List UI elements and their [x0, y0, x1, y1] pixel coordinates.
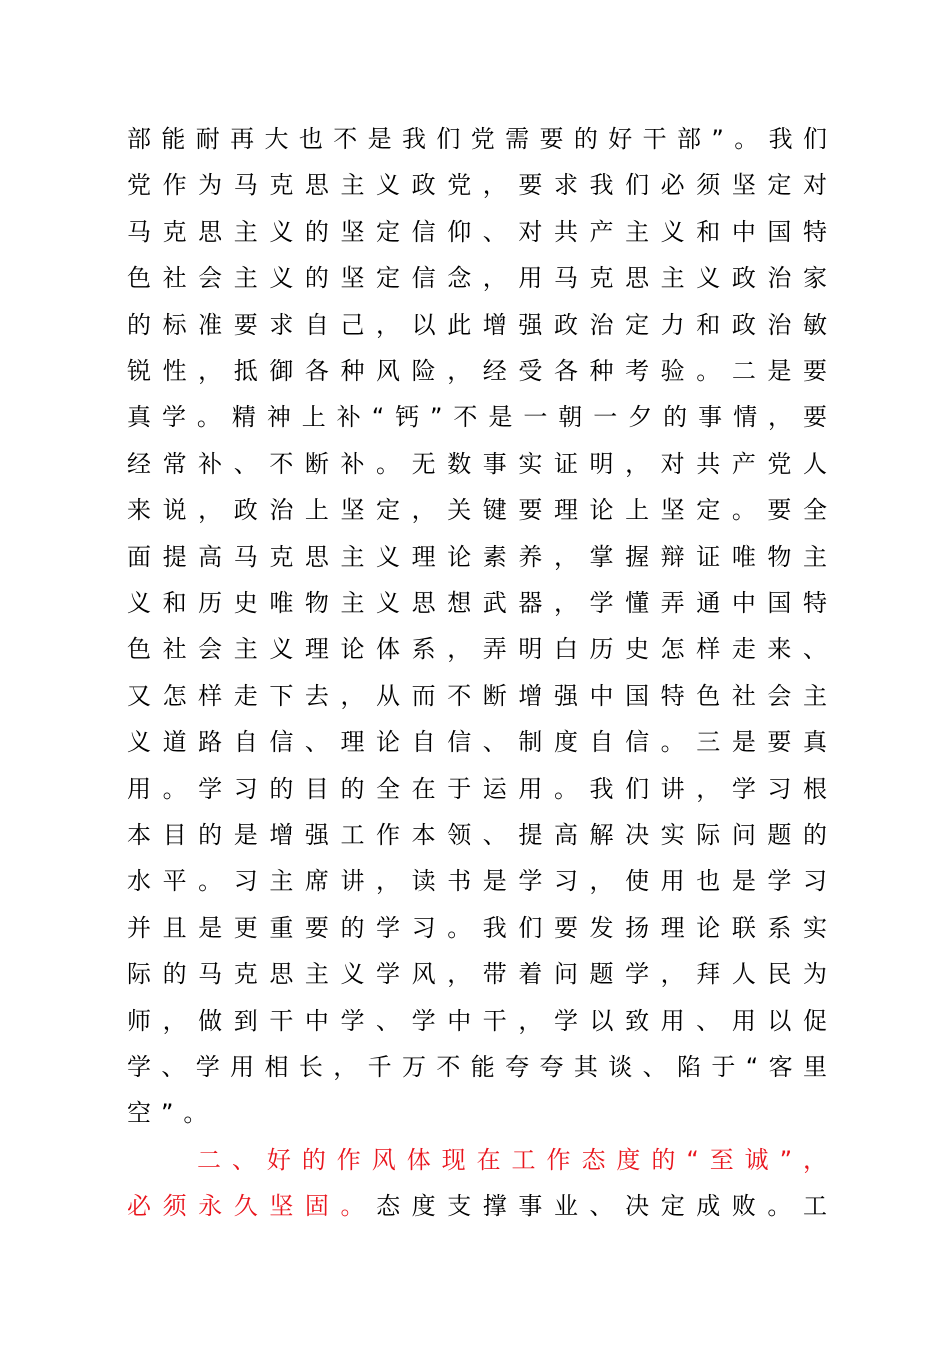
body-text-line-3: 马克思主义的坚定信仰、对共产主义和中国特	[127, 217, 827, 246]
body-text-line-7: 真学。精神上补“钙”不是一朝一夕的事情，要	[127, 403, 827, 432]
body-text-line-12: 色社会主义理论体系，弄明白历史怎样走来、	[127, 635, 827, 664]
body-text-line-6: 锐性，抵御各种风险，经受各种考验。二是要	[127, 357, 827, 385]
body-text-line-8: 经常补、不断补。无数事实证明，对共产党人	[127, 449, 827, 478]
body-text-line-2: 党作为马克思主义政党，要求我们必须坚定对	[127, 171, 827, 200]
body-text-line-22: 空”。	[127, 1099, 218, 1128]
body-text-line-20: 师，做到干中学、学中干，学以致用、用以促	[127, 1006, 827, 1035]
body-text-line-14: 义道路自信、理论自信、制度自信。三是要真	[127, 728, 827, 757]
body-text-line-13: 又怎样走下去，从而不断增强中国特色社会主	[127, 681, 827, 710]
body-text-line-1: 部能耐再大也不是我们党需要的好干部”。我们	[127, 125, 827, 153]
body-text-line-4: 色社会主义的坚定信念，用马克思主义政治家	[127, 264, 827, 293]
body-text-line-19: 际的马克思主义学风，带着问题学，拜人民为	[127, 960, 827, 989]
body-text-line-17: 水平。习主席讲，读书是学习，使用也是学习	[127, 867, 827, 896]
body-text-line-5: 的标准要求自己，以此增强政治定力和政治敏	[127, 310, 827, 339]
body-text-line-21: 学、学用相长，千万不能夸夸其谈、陷于“客里	[127, 1053, 827, 1081]
body-text-line-15: 用。学习的目的全在于运用。我们讲，学习根	[127, 774, 827, 803]
section-heading-line-1: 二、好的作风体现在工作态度的“至诚”，	[197, 1145, 827, 1174]
section-body-start: 态度支撑事业、决定成败。工	[376, 1192, 828, 1221]
body-text-line-9: 来说，政治上坚定，关键要理论上坚定。要全	[127, 496, 827, 525]
section-heading-line-2	[127, 1183, 827, 1229]
section-heading-emphasis: 必须永久坚固。	[127, 1192, 377, 1221]
body-text-line-10: 面提高马克思主义理论素养，掌握辩证唯物主	[127, 542, 827, 571]
body-text-line-18: 并且是更重要的学习。我们要发扬理论联系实	[127, 913, 827, 942]
body-text-line-16: 本目的是增强工作本领、提高解决实际问题的	[127, 821, 827, 849]
body-text-line-11: 义和历史唯物主义思想武器，学懂弄通中国特	[127, 589, 827, 617]
